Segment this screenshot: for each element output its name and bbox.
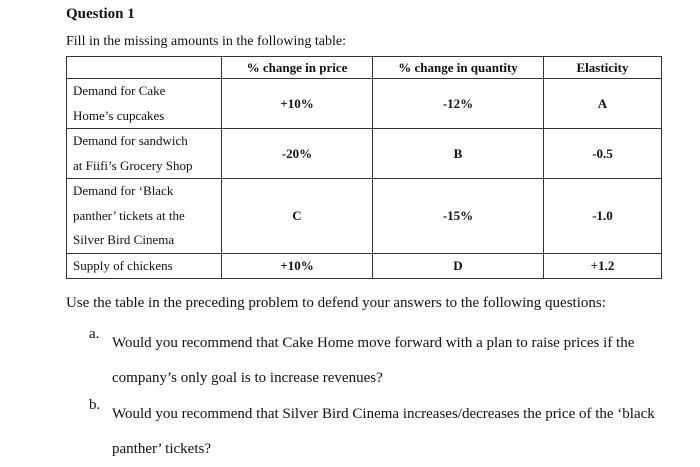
row-label-line: Demand for ‘Black [73,183,174,198]
item-letter: b. [89,397,101,413]
quantity-cell: B [373,129,544,179]
quantity-cell: D [373,253,544,279]
row-label-line: Supply of chickens [73,257,173,273]
price-cell: +10% [222,79,373,129]
price-cell: +10% [222,253,373,279]
table-row [67,253,662,279]
row-label [67,129,222,179]
elasticity-cell: +1.2 [544,253,662,279]
elasticity-cell: -0.5 [544,129,662,179]
item-letter: a. [89,326,100,342]
table-row [67,129,662,179]
header-quantity: % change in quantity [373,57,544,79]
price-cell: C [222,179,373,254]
item-line: Would you recommend that Cake Home move forward with a plan to raise prices if the [112,335,635,351]
elasticity-cell: A [544,79,662,129]
item-line: company’s only goal is to increase revenues? [112,370,383,386]
elasticity-cell: -1.0 [544,179,662,254]
row-label-line: Demand for Cake [73,83,166,98]
row-label-line: Silver Bird Cinema [73,232,175,247]
item-text [112,397,672,467]
row-label-line: Home’s cupcakes [73,107,165,123]
followup-intro: Use the table in the preceding problem to defend your answers to the following questions: [66,295,606,311]
row-label-line: Demand for sandwich [73,133,188,148]
price-cell: -20% [222,129,373,179]
elasticity-table [66,56,662,279]
table-row [67,179,662,254]
table-row [67,79,662,129]
quantity-cell: -15% [373,179,544,254]
question-heading: Question 1 [66,6,135,22]
header-blank [67,57,222,79]
question-instruction: Fill in the missing amounts in the following table: [66,34,346,49]
row-label [67,79,222,129]
row-label [67,179,222,254]
item-text [112,326,672,396]
header-elasticity: Elasticity [544,57,662,79]
row-label-line: at Fiifi’s Grocery Shop [73,157,193,173]
quantity-cell: -12% [373,79,544,129]
item-line: Would you recommend that Silver Bird Cinema increases/decreases the price of the ‘black [112,406,655,422]
row-label [67,253,222,279]
header-price: % change in price [222,57,373,79]
row-label-line: panther’ tickets at the [73,207,185,223]
table-header-row [67,57,662,79]
item-line: panther’ tickets? [112,441,211,457]
